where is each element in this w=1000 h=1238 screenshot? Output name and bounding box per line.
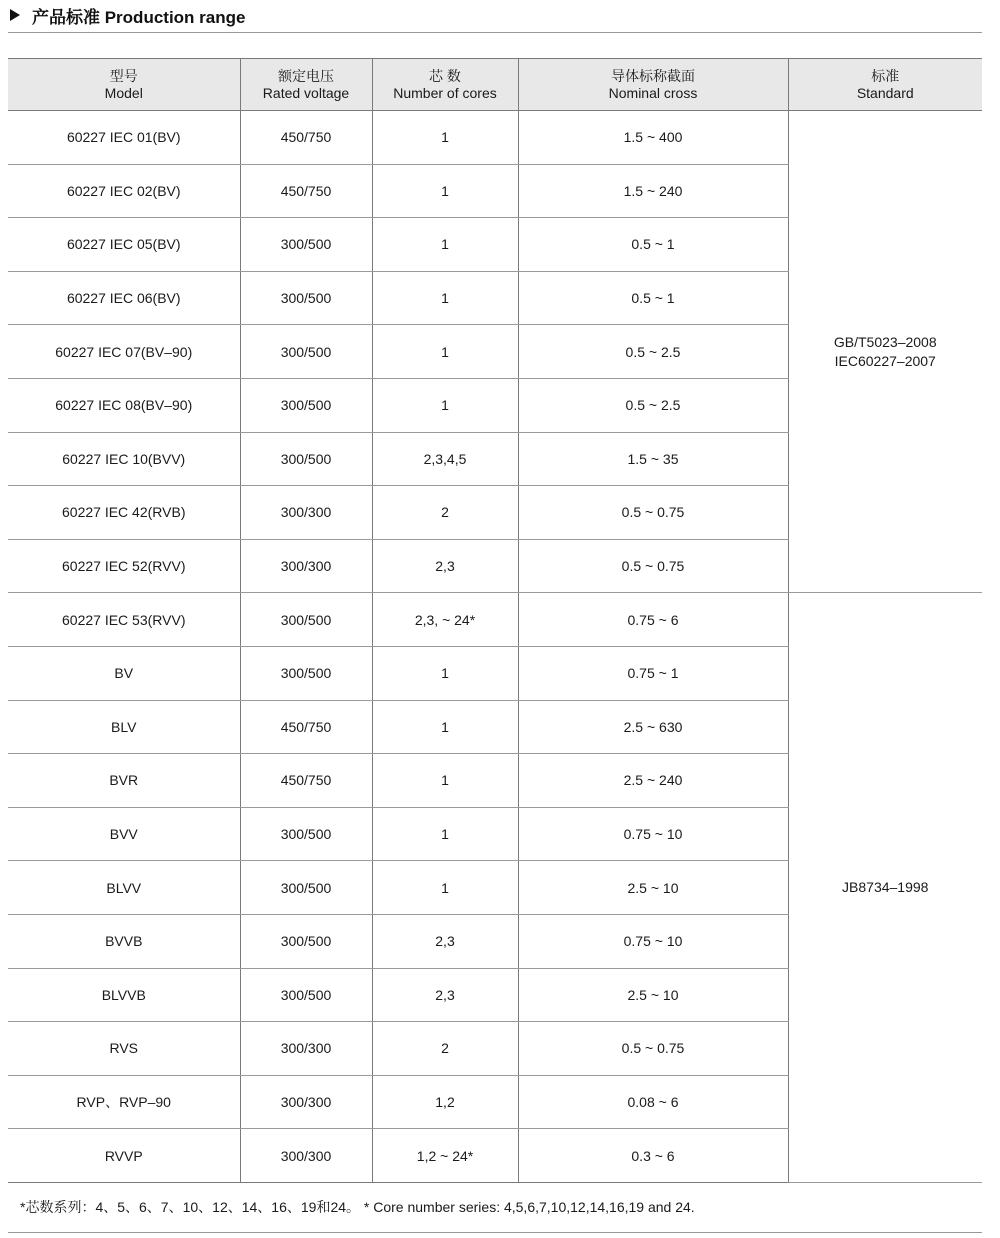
- model-cell: BLVVB: [8, 968, 240, 1022]
- nominal-cross-cell: 0.5 ~ 2.5: [518, 378, 788, 432]
- section-header: [10, 0, 245, 30]
- header-divider: [8, 32, 982, 33]
- nominal-cross-cell: 0.08 ~ 6: [518, 1075, 788, 1129]
- model-cell: 60227 IEC 07(BV–90): [8, 325, 240, 379]
- rated-voltage-cell: 300/500: [240, 432, 372, 486]
- model-cell: 60227 IEC 42(RVB): [8, 486, 240, 540]
- cores-cell: 1: [372, 111, 518, 165]
- column-header-en: Number of cores: [393, 84, 497, 101]
- cores-cell: 1: [372, 378, 518, 432]
- nominal-cross-cell: 0.3 ~ 6: [518, 1129, 788, 1183]
- model-cell: 60227 IEC 05(BV): [8, 218, 240, 272]
- rated-voltage-cell: 450/750: [240, 700, 372, 754]
- model-cell: BVV: [8, 807, 240, 861]
- table-row: [8, 111, 982, 165]
- model-cell: 60227 IEC 06(BV): [8, 271, 240, 325]
- rated-voltage-cell: 300/500: [240, 968, 372, 1022]
- rated-voltage-cell: 300/500: [240, 218, 372, 272]
- nominal-cross-cell: 2.5 ~ 630: [518, 700, 788, 754]
- model-cell: BLV: [8, 700, 240, 754]
- model-cell: 60227 IEC 08(BV–90): [8, 378, 240, 432]
- column-header-model: [8, 59, 240, 111]
- cores-cell: 1: [372, 861, 518, 915]
- cores-cell: 1: [372, 700, 518, 754]
- rated-voltage-cell: 450/750: [240, 164, 372, 218]
- rated-voltage-cell: 300/300: [240, 486, 372, 540]
- column-header-standard: [788, 59, 982, 111]
- model-cell: BLVV: [8, 861, 240, 915]
- cores-cell: 1: [372, 325, 518, 379]
- column-header-zh: 芯 数: [429, 67, 461, 84]
- model-cell: 60227 IEC 10(BVV): [8, 432, 240, 486]
- column-header-number-of-cores: [372, 59, 518, 111]
- cores-cell: 2,3,4,5: [372, 432, 518, 486]
- rated-voltage-cell: 300/500: [240, 593, 372, 647]
- model-cell: 60227 IEC 52(RVV): [8, 539, 240, 593]
- rated-voltage-cell: 300/500: [240, 914, 372, 968]
- nominal-cross-cell: 0.5 ~ 1: [518, 218, 788, 272]
- cores-cell: 1: [372, 164, 518, 218]
- standard-line: GB/T5023–2008: [833, 333, 937, 350]
- cores-cell: 1,2: [372, 1075, 518, 1129]
- nominal-cross-cell: 0.5 ~ 0.75: [518, 539, 788, 593]
- column-header-en: Rated voltage: [262, 84, 350, 101]
- column-header-rated-voltage: [240, 59, 372, 111]
- table-body: [8, 111, 982, 1183]
- model-cell: RVS: [8, 1022, 240, 1076]
- rated-voltage-cell: 300/500: [240, 325, 372, 379]
- rated-voltage-cell: 300/300: [240, 1075, 372, 1129]
- rated-voltage-cell: 300/500: [240, 378, 372, 432]
- cores-cell: 2,3: [372, 914, 518, 968]
- model-cell: RVP、RVP–90: [8, 1075, 240, 1129]
- nominal-cross-cell: 2.5 ~ 10: [518, 968, 788, 1022]
- nominal-cross-cell: 2.5 ~ 240: [518, 754, 788, 808]
- rated-voltage-cell: 450/750: [240, 754, 372, 808]
- nominal-cross-cell: 0.75 ~ 10: [518, 807, 788, 861]
- column-header-zh: 额定电压: [278, 67, 334, 84]
- rated-voltage-cell: 300/300: [240, 1129, 372, 1183]
- section-title: 产品标准 Production range: [32, 7, 246, 27]
- column-header-en: Nominal cross: [608, 84, 698, 101]
- model-cell: 60227 IEC 53(RVV): [8, 593, 240, 647]
- table-row: [8, 593, 982, 647]
- model-cell: BV: [8, 646, 240, 700]
- nominal-cross-cell: 0.5 ~ 1: [518, 271, 788, 325]
- model-cell: 60227 IEC 02(BV): [8, 164, 240, 218]
- column-header-zh: 标准: [871, 67, 900, 84]
- model-cell: BVVB: [8, 914, 240, 968]
- cores-cell: 2: [372, 1022, 518, 1076]
- cores-cell: 1: [372, 754, 518, 808]
- nominal-cross-cell: 0.75 ~ 10: [518, 914, 788, 968]
- footer-divider: [8, 1232, 982, 1233]
- nominal-cross-cell: 0.5 ~ 0.75: [518, 1022, 788, 1076]
- column-header-nominal-cross: [518, 59, 788, 111]
- standard-line: JB8734–1998: [842, 879, 929, 896]
- nominal-cross-cell: 1.5 ~ 35: [518, 432, 788, 486]
- table-header-row: [8, 59, 982, 111]
- production-range-table: [8, 58, 982, 1183]
- cores-cell: 2,3: [372, 968, 518, 1022]
- nominal-cross-cell: 0.5 ~ 0.75: [518, 486, 788, 540]
- footnote: *芯数系列：4、5、6、7、10、12、14、16、19和24。 * Core number series: 4,5,6,7,10,12,14,16,19 and 24.: [20, 1199, 695, 1215]
- rated-voltage-cell: 300/300: [240, 1022, 372, 1076]
- nominal-cross-cell: 0.75 ~ 1: [518, 646, 788, 700]
- cores-cell: 2,3: [372, 539, 518, 593]
- standard-cell: [788, 593, 982, 1183]
- rated-voltage-cell: 450/750: [240, 111, 372, 165]
- cores-cell: 2: [372, 486, 518, 540]
- rated-voltage-cell: 300/500: [240, 646, 372, 700]
- nominal-cross-cell: 2.5 ~ 10: [518, 861, 788, 915]
- nominal-cross-cell: 0.75 ~ 6: [518, 593, 788, 647]
- rated-voltage-cell: 300/500: [240, 807, 372, 861]
- cores-cell: 2,3, ~ 24*: [372, 593, 518, 647]
- model-cell: BVR: [8, 754, 240, 808]
- nominal-cross-cell: 0.5 ~ 2.5: [518, 325, 788, 379]
- nominal-cross-cell: 1.5 ~ 400: [518, 111, 788, 165]
- standard-cell: [788, 111, 982, 593]
- column-header-en: Standard: [856, 84, 914, 101]
- column-header-en: Model: [104, 84, 143, 101]
- standard-line: IEC60227–2007: [834, 352, 936, 369]
- cores-cell: 1: [372, 218, 518, 272]
- model-cell: RVVP: [8, 1129, 240, 1183]
- column-header-zh: 型号: [109, 67, 138, 84]
- model-cell: 60227 IEC 01(BV): [8, 111, 240, 165]
- cores-cell: 1: [372, 807, 518, 861]
- cores-cell: 1,2 ~ 24*: [372, 1129, 518, 1183]
- triangle-right-icon: [10, 9, 20, 21]
- cores-cell: 1: [372, 271, 518, 325]
- cores-cell: 1: [372, 646, 518, 700]
- rated-voltage-cell: 300/500: [240, 271, 372, 325]
- column-header-zh: 导体标称截面: [611, 67, 695, 84]
- nominal-cross-cell: 1.5 ~ 240: [518, 164, 788, 218]
- rated-voltage-cell: 300/300: [240, 539, 372, 593]
- rated-voltage-cell: 300/500: [240, 861, 372, 915]
